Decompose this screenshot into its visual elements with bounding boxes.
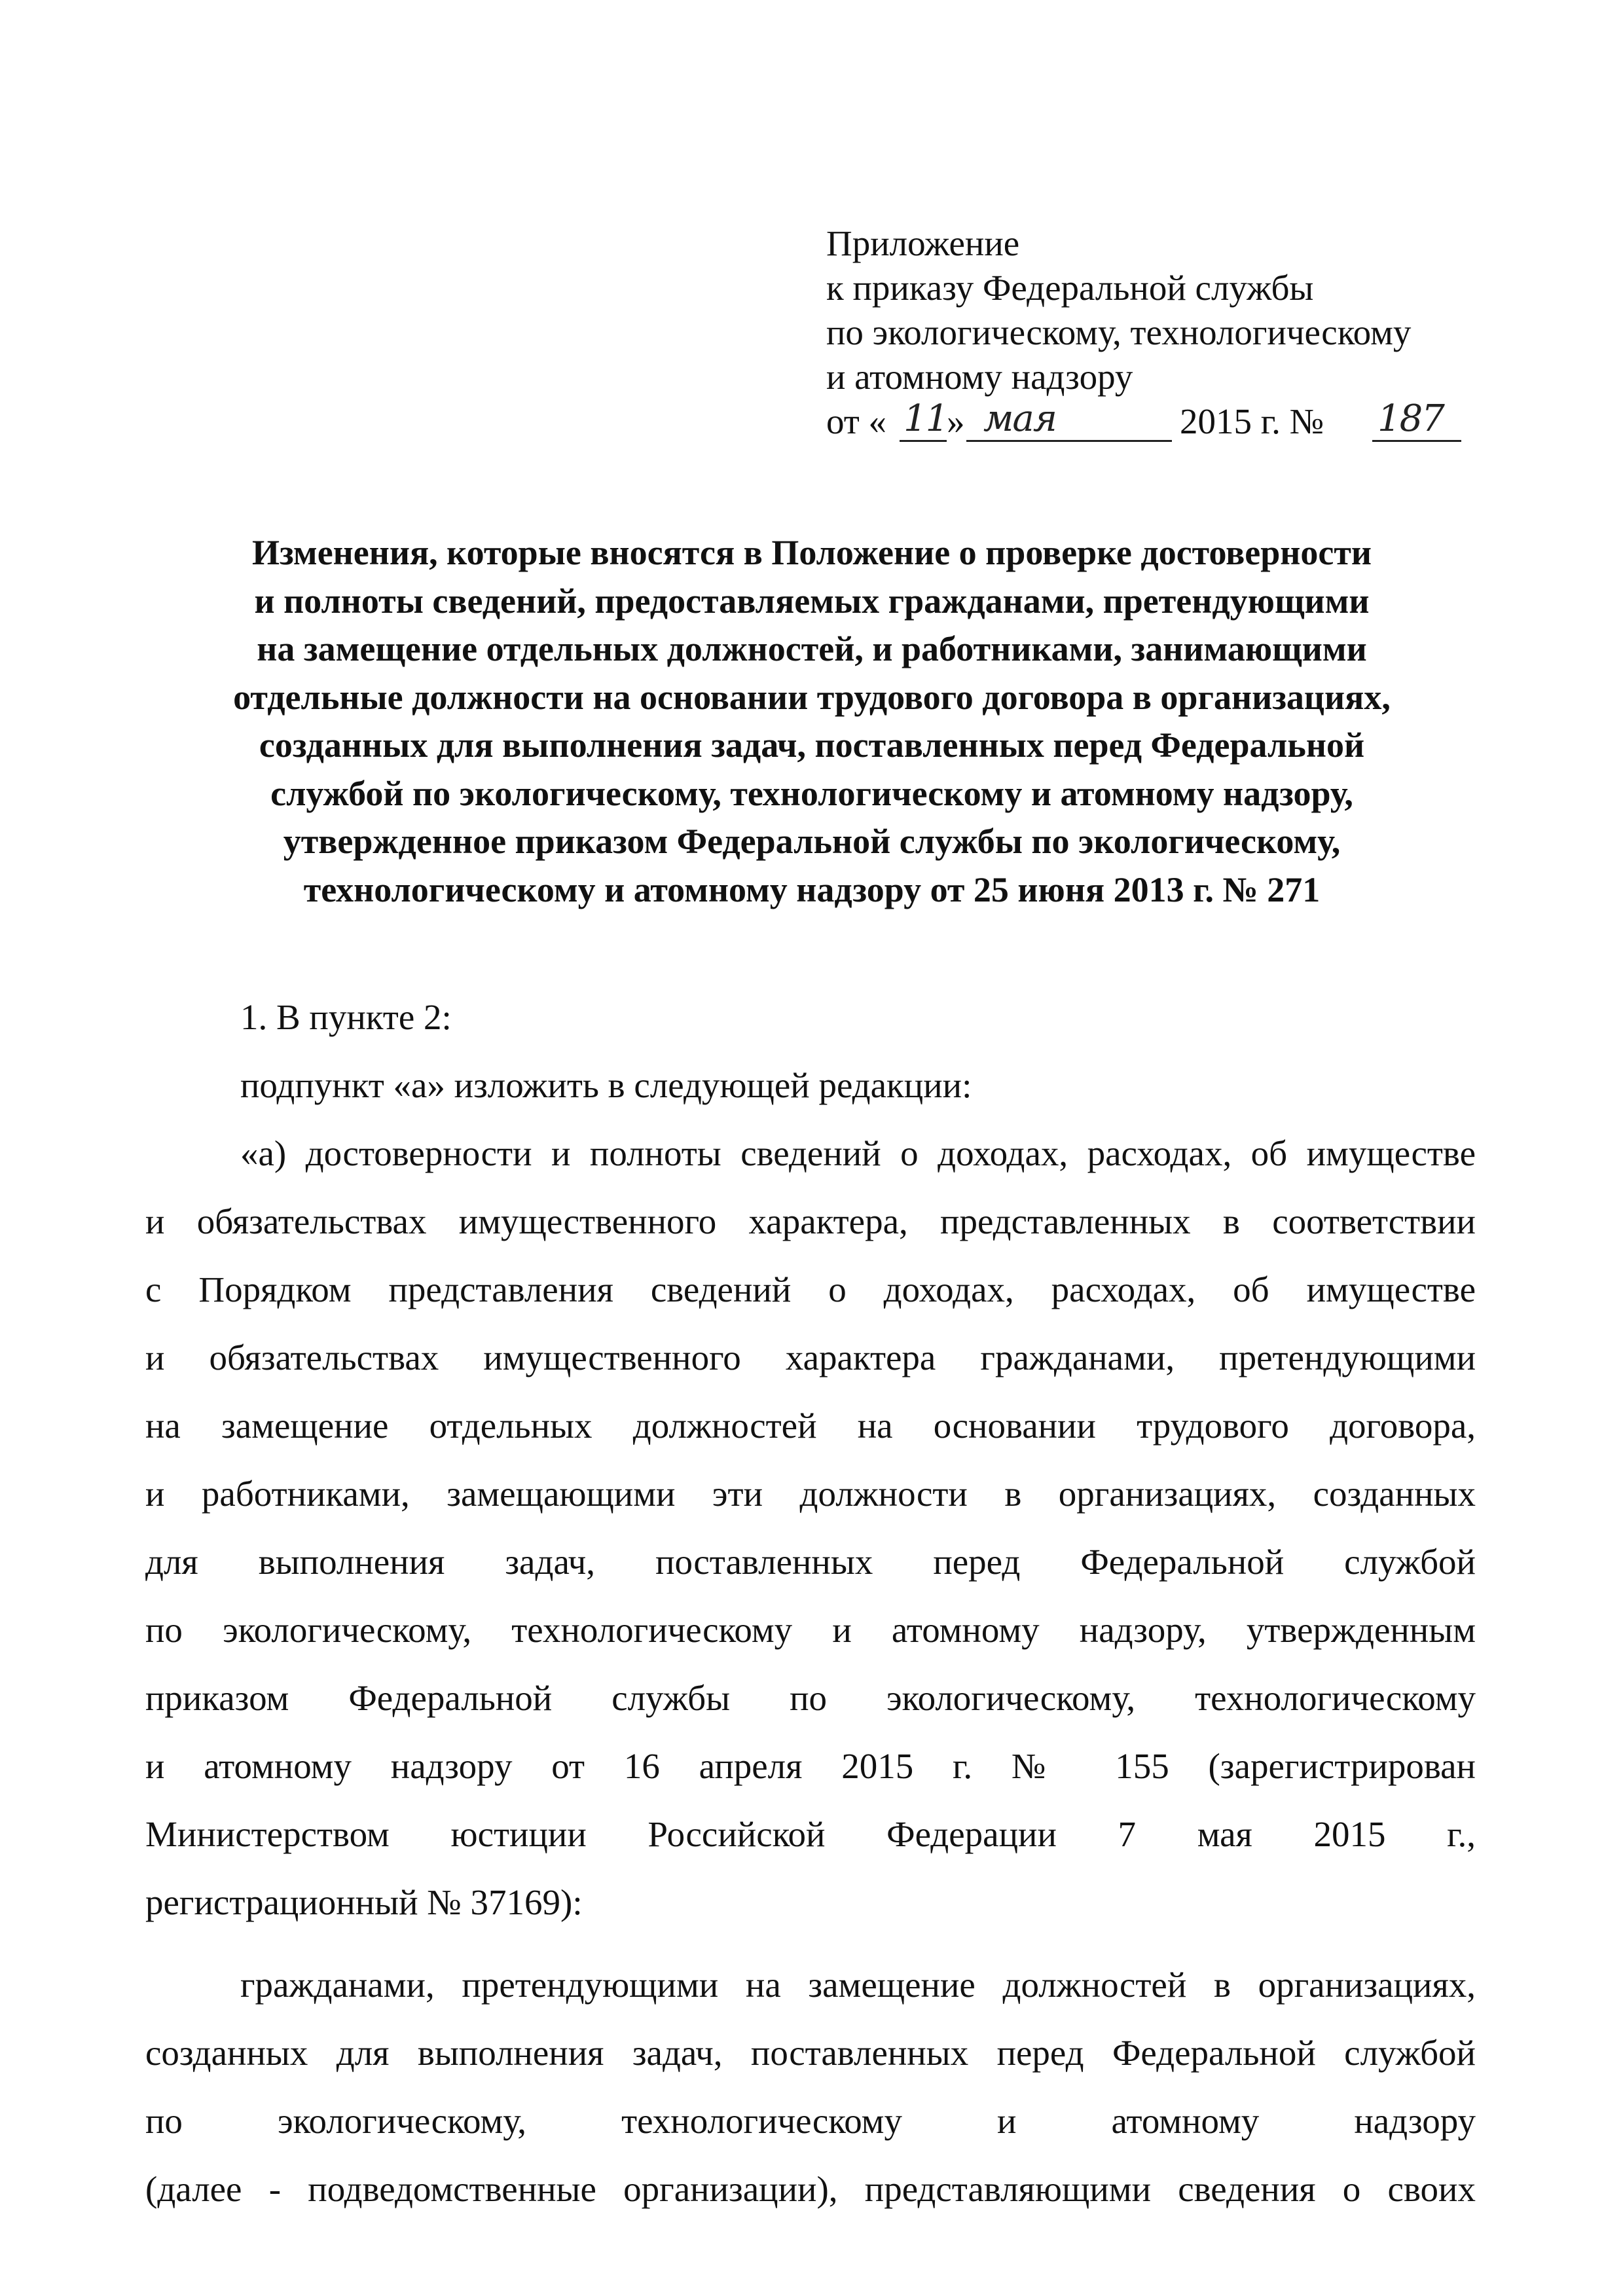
title-line: службой по экологическому, технологическому и атомному надзору,: [270, 773, 1353, 813]
paragraph-b: [145, 1951, 1476, 2223]
paragraph-line: Министерством юстиции Российской Федерации 7 мая 2015 г.,: [145, 1814, 1476, 1854]
appendix-title: Приложение: [826, 223, 1020, 263]
order-month-handwritten: мая: [983, 397, 1056, 440]
paragraph-line: и работниками, замещающими эти должности в организациях, созданных: [145, 1474, 1476, 1514]
order-day-handwritten: 11: [903, 397, 948, 440]
order-quote-close: »: [947, 401, 965, 441]
document-body: [145, 983, 1476, 2223]
paragraph-line: «а) достоверности и полноты сведений о доходах, расходах, об имуществе: [240, 1133, 1476, 1173]
paragraph-line: и обязательствах имущественного характера гражданами, претендующими: [145, 1338, 1476, 1377]
order-date-number: [826, 399, 1481, 449]
title-line: утвержденное приказом Федеральной службы по экологическому,: [283, 822, 1341, 861]
title-line: технологическому и атомному надзору от 25 июня 2013 г. № 271: [303, 869, 1321, 909]
paragraph-line: (далее - подведомственные организации), представляющими сведения о своих: [145, 2169, 1476, 2209]
paragraph-line: по экологическому, технологическому и атомному надзору: [145, 2101, 1476, 2141]
paragraph-line: регистрационный № 37169):: [145, 1882, 583, 1922]
paragraph-line: созданных для выполнения задач, поставленных перед Федеральной службой: [145, 2033, 1476, 2073]
appendix-agency-line-2: и атомному надзору: [826, 357, 1133, 397]
order-from-label: от «: [826, 401, 887, 441]
appendix-block: [826, 221, 1481, 449]
title-line: Изменения, которые вносятся в Положение о проверке достоверности: [251, 533, 1372, 572]
paragraph-line: с Порядком представления сведений о доходах, расходах, об имуществе: [145, 1269, 1476, 1309]
paragraph-line: для выполнения задач, поставленных перед Федеральной службой: [145, 1542, 1476, 1582]
title-line: и полноты сведений, предоставляемых гражданами, претендующими: [254, 581, 1370, 621]
order-number-handwritten: 187: [1377, 397, 1444, 440]
paragraph-a: [145, 1120, 1476, 1937]
paragraph-line: по экологическому, технологическому и атомному надзору, утвержденным: [145, 1610, 1476, 1650]
title-line: созданных для выполнения задач, поставленных перед Федеральной: [259, 725, 1365, 765]
paragraph-line: на замещение отдельных должностей на основании трудового договора,: [145, 1406, 1476, 1446]
document-title: [131, 529, 1493, 914]
title-line: отдельные должности на основании трудового договора в организациях,: [233, 677, 1391, 717]
title-line: на замещение отдельных должностей, и работниками, занимающими: [257, 629, 1367, 668]
order-year-label: 2015 г. №: [1180, 401, 1324, 441]
appendix-agency-line: по экологическому, технологическому: [826, 312, 1412, 352]
item-1-heading: 1. В пункте 2:: [240, 997, 452, 1037]
appendix-order-ref: к приказу Федеральной службы: [826, 268, 1314, 308]
paragraph-line: приказом Федеральной службы по экологическому, технологическому: [145, 1678, 1476, 1718]
paragraph-line: и атомному надзору от 16 апреля 2015 г. № 155 (зарегистрирован: [145, 1746, 1476, 1786]
paragraph-line: и обязательствах имущественного характера, представленных в соответствии: [145, 1201, 1476, 1241]
paragraph-line: гражданами, претендующими на замещение должностей в организациях,: [240, 1965, 1476, 2005]
subitem-instruction: подпункт «а» изложить в следующей редакции:: [240, 1065, 972, 1105]
